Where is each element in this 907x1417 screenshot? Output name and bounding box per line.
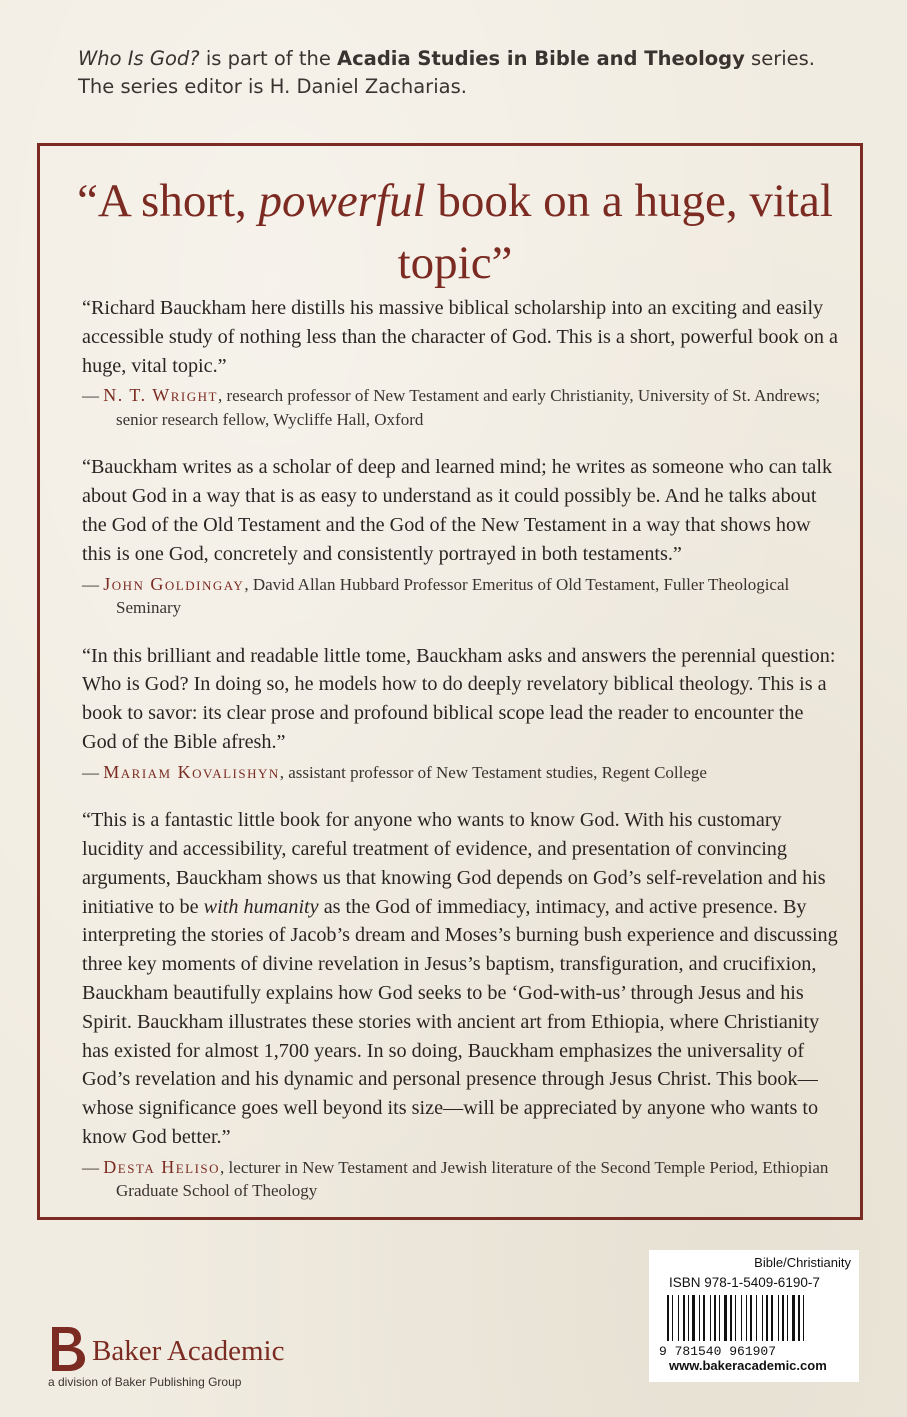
barcode-bar (798, 1295, 800, 1341)
publisher-block (48, 1325, 285, 1389)
barcode-bar (719, 1295, 720, 1341)
barcode-bar (735, 1295, 736, 1341)
blurbs (82, 294, 842, 1225)
barcode-bar (703, 1295, 705, 1341)
blurb-attribution: — N. T. Wright, research professor of New Testament and early Christianity, University of St. Andrews; senior research fellow, Wycliffe Hall, Oxford (82, 385, 821, 429)
barcode-bar (792, 1295, 795, 1341)
barcode-bar (667, 1295, 669, 1341)
blurb-kovalishyn (82, 642, 842, 785)
endorser-name: Desta Heliso (103, 1156, 221, 1177)
blurb-wright (82, 294, 842, 431)
barcode-bar (699, 1295, 700, 1341)
endorser-affiliation: , assistant professor of New Testament studies, Regent College (279, 762, 707, 782)
barcode-bar (762, 1295, 763, 1341)
blurb-quote: “Bauckham writes as a scholar of deep and learned mind; he writes as someone who can talk about God in a way that is as easy to understand as it could possibly be. And he talks about the God of the Old Testament and the God of the New Testament in a way that shows how this is one God, concretely and consistently portrayed in both testaments.” (82, 456, 833, 565)
barcode-bar (787, 1295, 788, 1341)
blurb-quote-b: as the God of immediacy, intimacy, and active presence. By interpreting the stories of Jacob’s dream and Moses’s burning bush experience and discussing three key moments of divine revelation in Jesus’s baptism, transfiguration, and crucifixion, Bauckham beautifully explains how God seeks to be ‘God-with-us’ through Jesus and his Spirit. Bauckham illustrates these stories with ancient art from Ethiopia, where Christianity has existed for almost 1,700 years. In so doing, Bauckham emphasizes the universality of God’s revelation and his dynamic and personal presence through Jesus Christ. This book—whose significance goes well beyond its size—will be appreciated by anyone who wants to know God better.” (82, 895, 838, 1149)
endorser-name: Mariam Kovalishyn (103, 761, 280, 782)
endorser-affiliation: , David Allan Hubbard Professor Emeritus of Old Testament, Fuller Theological Seminary (116, 574, 790, 618)
barcode-bar (688, 1295, 689, 1341)
headline-italic: powerful (258, 175, 426, 227)
barcode-bar (692, 1295, 695, 1341)
endorser-name: N. T. Wright (103, 385, 218, 406)
barcode-bars (659, 1295, 849, 1357)
barcode-bar (782, 1295, 784, 1341)
barcode-label (649, 1250, 859, 1382)
endorser-name: John Goldingay (103, 573, 245, 594)
series-name: Acadia Studies in Bible and Theology (337, 47, 745, 70)
series-note (78, 45, 838, 101)
barcode-bar (672, 1295, 673, 1341)
barcode-bar (710, 1295, 711, 1341)
barcode-bar (756, 1295, 757, 1341)
blurb-attribution: — John Goldingay, David Allan Hubbard Professor Emeritus of Old Testament, Fuller Theological Seminary (82, 573, 790, 618)
blurb-attribution: — Mariam Kovalishyn, assistant professor of New Testament studies, Regent College (82, 761, 707, 782)
blurb-heliso (82, 806, 842, 1203)
blurb-goldingay (82, 453, 842, 619)
barcode-bar (724, 1295, 727, 1341)
baker-logo-icon (48, 1325, 90, 1373)
barcode-bar (741, 1295, 742, 1341)
series-note-end: series. (744, 47, 815, 70)
barcode-category: Bible/Christianity (754, 1255, 851, 1270)
headline-part1: “A short, (77, 175, 259, 227)
barcode-bar (683, 1295, 685, 1341)
barcode-bar (746, 1295, 747, 1341)
barcode-digits: 9 781540 961907 (659, 1344, 777, 1357)
barcode-bar (766, 1295, 768, 1341)
publisher-name: Baker Academic (92, 1335, 285, 1367)
barcode-bar (803, 1295, 804, 1341)
endorser-affiliation: , lecturer in New Testament and Jewish literature of the Second Temple Period, Ethiopian Graduate School of Theology (116, 1157, 829, 1201)
publisher-subtitle: a division of Baker Publishing Group (48, 1375, 242, 1389)
blurb-quote: “In this brilliant and readable little tome, Bauckham asks and answers the perennial question: Who is God? In doing so, he models how to do deeply revelatory biblical theology. This is a book to savor: its clear prose and profound biblical scope lead the reader to encounter the God of the Bible afresh.” (82, 644, 836, 753)
barcode-bar (771, 1295, 773, 1341)
blurb-quote-a: “This is a fantastic little book for anyone who wants to know God. With his customary lucidity and accessibility, careful treatment of evidence, and presentation of convincing arguments, Bauckham shows us that knowing God depends on God’s self-revelation and his initiative to be (82, 809, 826, 918)
barcode-bar (730, 1295, 732, 1341)
barcode-bar (714, 1295, 716, 1341)
headline-part2: book on a huge, vital topic” (397, 175, 833, 289)
blurb-quote: “Richard Bauckham here distills his massive biblical scholarship into an exciting and easily accessible study of nothing less than the character of God. This is a short, powerful book on a huge, vital topic.” (82, 297, 838, 377)
endorser-affiliation: , research professor of New Testament and early Christianity, University of St. Andrews; senior research fellow, Wycliffe Hall, Oxford (116, 386, 821, 429)
series-note-text: is part of the (199, 47, 338, 70)
series-editor: The series editor is H. Daniel Zacharias. (78, 75, 467, 98)
book-title: Who Is God? (78, 47, 200, 70)
barcode-bar (778, 1295, 779, 1341)
blurb-attribution: — Desta Heliso, lecturer in New Testament and Jewish literature of the Second Temple Period, Ethiopian Graduate School of Theology (82, 1156, 829, 1201)
publisher-url: www.bakeracademic.com (669, 1358, 827, 1373)
headline (60, 170, 850, 294)
barcode-bar (750, 1295, 752, 1341)
barcode-bar (678, 1295, 679, 1341)
barcode-isbn: ISBN 978-1-5409-6190-7 (669, 1275, 820, 1290)
blurb-quote-italic: with humanity (203, 895, 319, 918)
blurb-quote (82, 806, 842, 1152)
